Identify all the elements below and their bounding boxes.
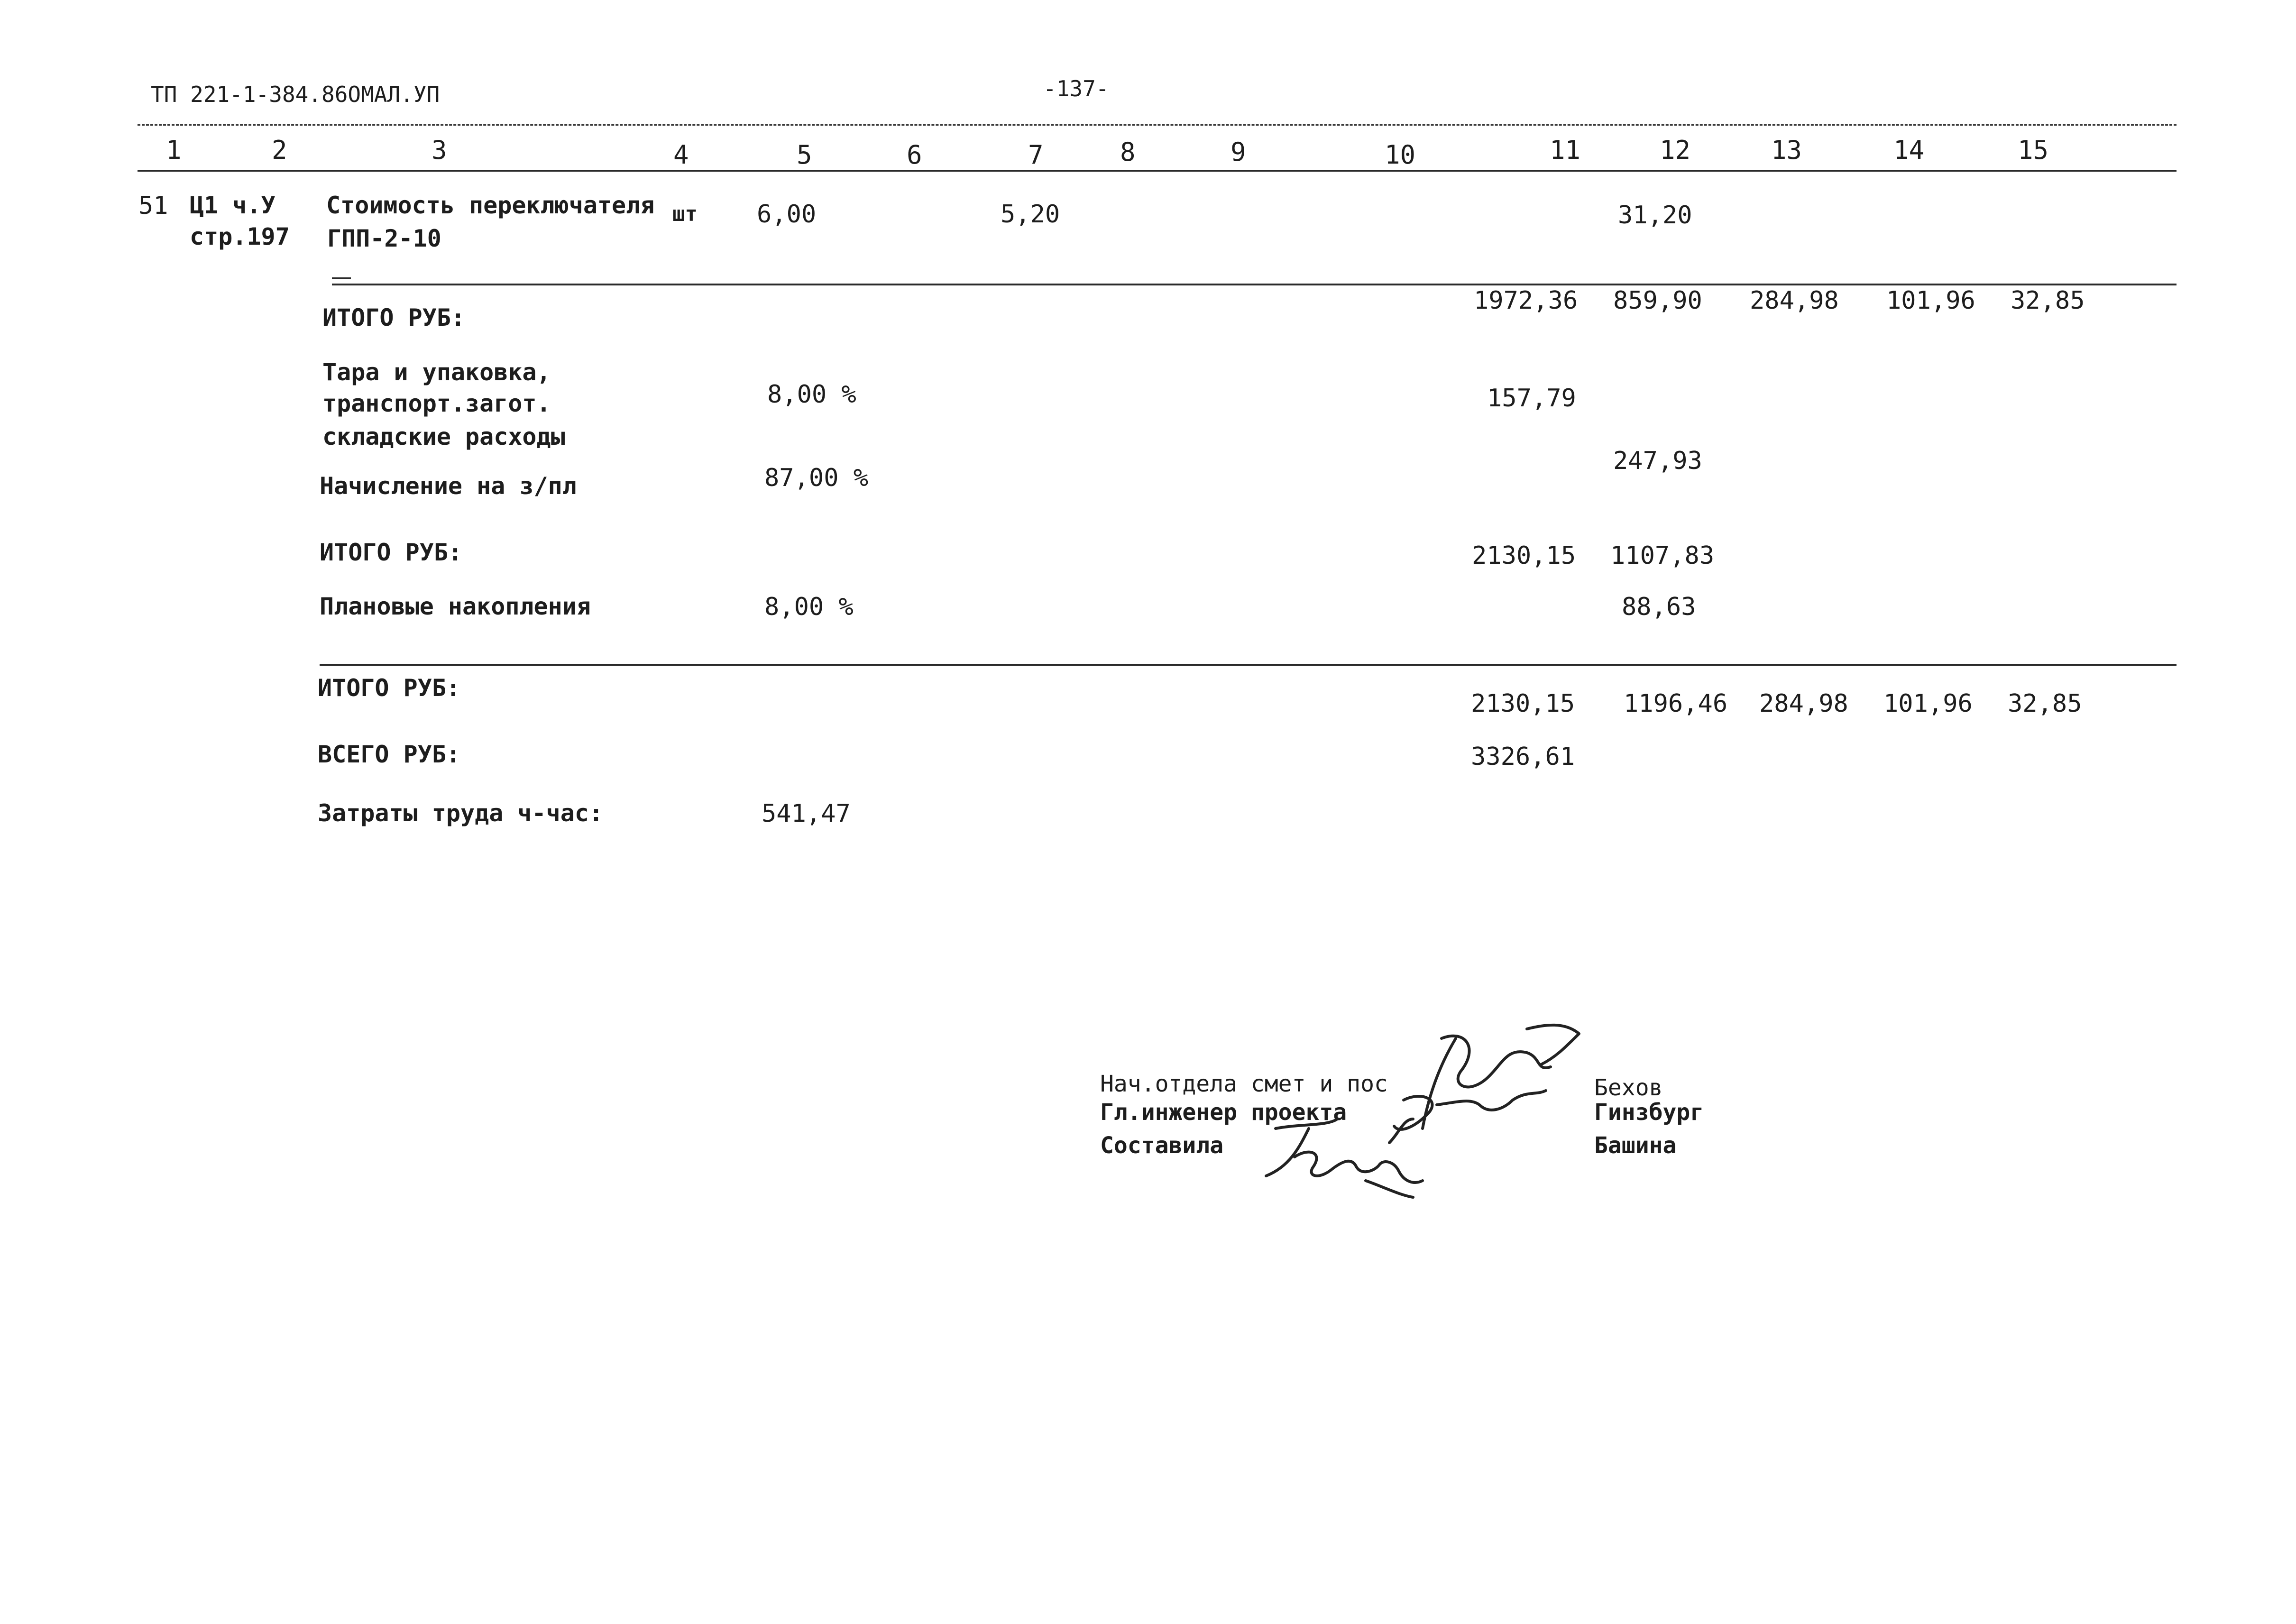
- reference-line: стр.197: [190, 223, 290, 250]
- column-12-value: 31,20: [1618, 201, 1692, 229]
- column-13-value: 284,98: [1759, 689, 1848, 718]
- column-header: 13: [1771, 135, 1802, 165]
- summary-label: ИТОГО РУБ:: [320, 539, 463, 566]
- percent-value: 8,00 %: [767, 380, 856, 409]
- column-header: 10: [1385, 140, 1416, 170]
- column-12-value: 1196,46: [1624, 689, 1728, 718]
- top-rule: [138, 124, 2177, 126]
- column-15-value: 32,85: [2008, 689, 2082, 718]
- summary-label: ИТОГО РУБ:: [322, 304, 466, 331]
- column-header: 3: [432, 135, 447, 165]
- column-12-value: 88,63: [1622, 593, 1696, 621]
- column-12-value: 859,90: [1613, 286, 1702, 315]
- signatory-role: Составила: [1100, 1132, 1224, 1159]
- signatory-name: Бехов: [1594, 1074, 1663, 1101]
- signatory-name: Гинзбург: [1594, 1099, 1704, 1126]
- column-11-value: 3326,61: [1471, 743, 1575, 771]
- column-14-value: 101,96: [1886, 286, 1975, 315]
- column-header: 12: [1660, 135, 1691, 165]
- column-11-value: 1972,36: [1474, 286, 1578, 315]
- grand-total-label: ВСЕГО РУБ:: [318, 741, 461, 768]
- labor-cost-label: Затраты труда ч-час:: [318, 799, 604, 827]
- section-rule: [320, 664, 2177, 666]
- overhead-label-line: складские расходы: [322, 423, 565, 450]
- column-header: 7: [1028, 140, 1044, 170]
- row-number: 51: [138, 192, 168, 220]
- column-header: 14: [1893, 135, 1925, 165]
- signatory-role: Гл.инженер проекта: [1100, 1099, 1347, 1126]
- signatory-role: Нач.отдела смет и пос: [1100, 1071, 1388, 1097]
- page-number: -137-: [1043, 76, 1109, 101]
- column-header: 8: [1120, 137, 1136, 167]
- overhead-label-line: Тара и упаковка,: [322, 358, 551, 386]
- column-header: 4: [673, 140, 689, 170]
- item-name-line: Стоимость переключателя: [326, 192, 655, 219]
- unit: шт: [672, 202, 698, 226]
- labor-cost-value: 541,47: [762, 799, 851, 828]
- document-code: ТП 221-1-384.86ОМАЛ.УП: [151, 82, 440, 107]
- reference-line: Ц1 ч.У: [190, 192, 276, 219]
- column-12-value: 1107,83: [1610, 541, 1715, 570]
- short-dash: [332, 277, 351, 279]
- column-11-value: 2130,15: [1471, 689, 1575, 718]
- column-11-value: 157,79: [1487, 384, 1576, 413]
- column-header: 5: [797, 140, 812, 170]
- item-name-line: ГПП-2-10: [327, 225, 441, 252]
- summary-label: ИТОГО РУБ:: [318, 674, 461, 702]
- column-11-value: 2130,15: [1472, 541, 1576, 570]
- column-12-value: 247,93: [1613, 447, 1702, 475]
- unit-price: 5,20: [1001, 200, 1060, 229]
- handwritten-signature: [1261, 1114, 1432, 1209]
- column-header-rule: [138, 170, 2177, 172]
- column-15-value: 32,85: [2011, 286, 2085, 315]
- signatory-name: Башина: [1594, 1132, 1677, 1159]
- column-13-value: 284,98: [1750, 286, 1839, 315]
- planned-savings-label: Плановые накопления: [320, 593, 591, 620]
- column-header: 11: [1550, 135, 1581, 165]
- column-header: 15: [2018, 135, 2049, 165]
- column-header: 6: [907, 140, 922, 170]
- column-header: 9: [1231, 137, 1246, 167]
- overhead-label-line: транспорт.загот.: [322, 390, 551, 417]
- column-14-value: 101,96: [1883, 689, 1973, 718]
- column-header: 2: [272, 135, 287, 165]
- section-rule: [332, 284, 2177, 285]
- percent-value: 87,00 %: [764, 464, 869, 492]
- column-header: 1: [166, 135, 182, 165]
- quantity: 6,00: [757, 200, 817, 229]
- accrual-label: Начисление на з/пл: [320, 472, 577, 500]
- percent-value: 8,00 %: [764, 593, 854, 621]
